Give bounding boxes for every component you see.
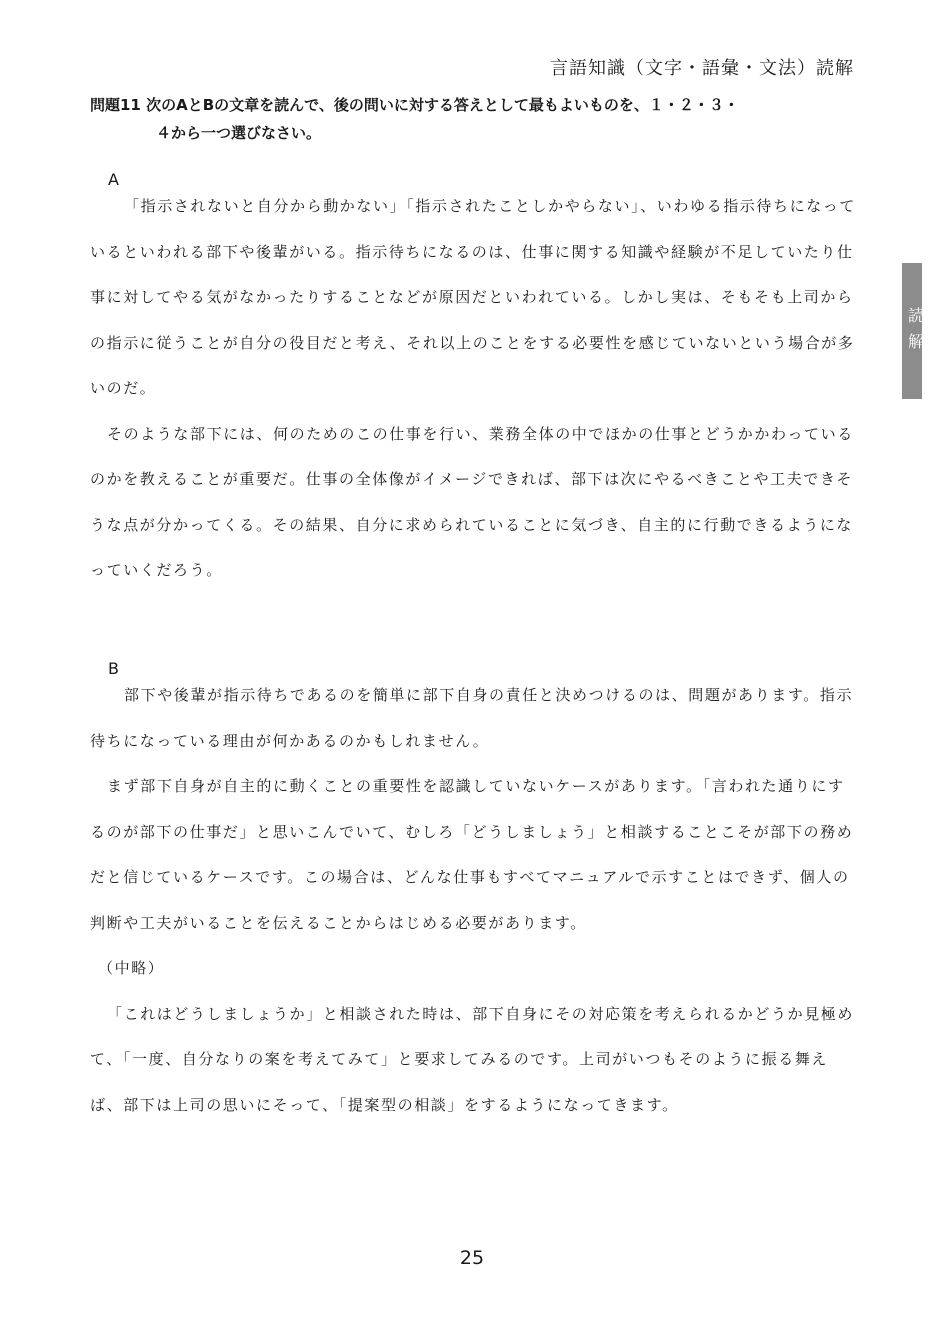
passage-b-omission-note: （中略） [98,959,165,977]
section-header-title: 言語知識（文字・語彙・文法）読解 [550,58,854,79]
passage-a-paragraph-1: 「指示されないと自分から動かない」「指示されたことしかやらない」、いわゆる指示待ちになっているといわれる部下や後輩がいる。指示待ちになるのは、仕事に関する知識や経験が不足していたり仕事に対してやる気がなかったりすることなどが原因だといわれている。しかし実は、そもそも上司からの指示に従うことが自分の役目だと考え、それ以上のことをする必要性を感じていないという場合が多いのだ。 [90,197,857,397]
passage-a-paragraph-2: そのような部下には、何のためのこの仕事を行い、業務全体の中でほかの仕事とどうかかわっているのかを教えることが重要だ。仕事の全体像がイメージできれば、部下は次にやるべきことや工夫できそうな点が分かってくる。その結果、自分に求められていることに気づき、自主的に行動できるようになっていくだろう。 [90,424,854,579]
page-number: 25 [459,1247,485,1269]
reading-section-tab-label: 読解 [908,306,925,351]
passage-b-paragraph-1: 部下や後輩が指示待ちであるのを簡単に部下自身の責任と決めつけるのは、問題があります。指示待ちになっている理由が何かあるのかもしれません。 [90,686,854,750]
passage-b-paragraph-3: 「これはどうしましょうか」と相談された時は、部下自身にその対応策を考えられるかどうか見極めて、「一度、自分なりの案を考えてみて」と要求してみるのです。上司がいつもそのように振る舞えば、部下は上司の思いにそって、「提案型の相談」をするようになってきます。 [90,1004,855,1114]
question-number: 問題11 [90,96,141,114]
passage-b-label: B [108,659,119,678]
passage-a-label: A [108,170,119,189]
question-text-line1: 次のAとBの文章を読んで、後の問いに対する答えとして最もよいものを、１・２・３・ [146,96,739,114]
passage-b-body [90,673,860,1128]
question-text-line2: ４から一つ選びなさい。 [156,124,322,142]
passage-a-body [90,184,860,594]
reading-section-tab [902,263,925,399]
question-instruction [90,91,860,147]
passage-b-paragraph-2: まず部下自身が自主的に動くことの重要性を認識していないケースがあります。「言われた通りにするのが部下の仕事だ」と思いこんでいて、むしろ「どうしましょう」と相談することこそが部下の務めだと信じているケースです。この場合は、どんな仕事もすべてマニュアルで示すことはできず、個人の判断や工夫がいることを伝えることからはじめる必要があります。 [90,777,854,932]
